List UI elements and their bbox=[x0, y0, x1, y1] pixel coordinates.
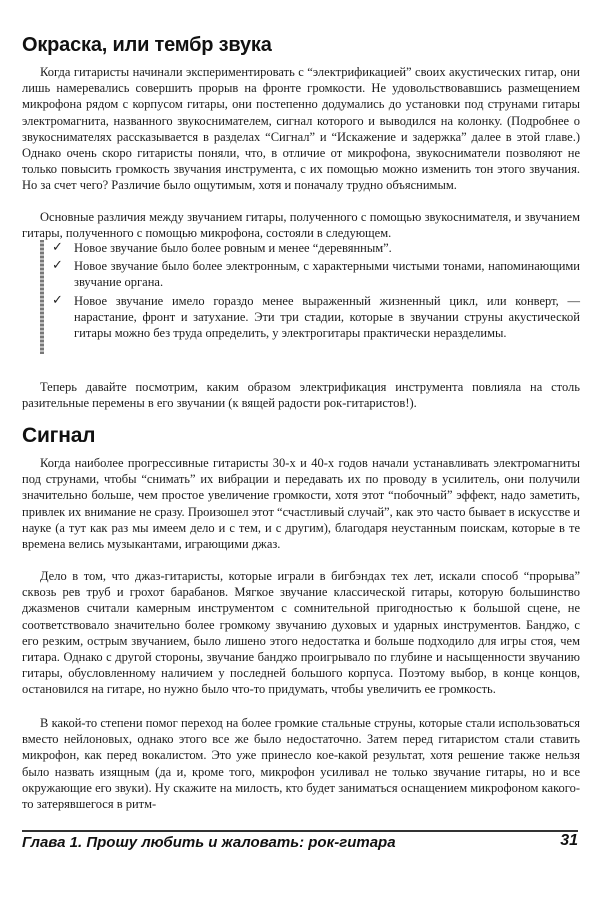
list-item-text: Новое звучание было более ровным и менее “деревянным”. bbox=[74, 241, 392, 255]
paragraph: Теперь давайте посмотрим, каким образом электрификация инструмента повлияла на столь разительные перемены в его звучании (к вящей радости рок-гитаристов!). bbox=[22, 380, 580, 411]
list-item bbox=[52, 240, 580, 256]
list-item-text: Новое звучание имело гораздо менее выраженный жизненный цикл, или конверт, — нарастание, фронт и затухание. Эти три стадии, которые в звучании струны акустической гитары можно без труда определить, у электрогитары практически неразделимы. bbox=[74, 293, 580, 341]
section-heading: Окраска, или тембр звука bbox=[22, 34, 272, 56]
running-footer-title: Глава 1. Прошу любить и жаловать: рок-гитара bbox=[22, 834, 396, 851]
list-item-text: Новое звучание было более электронным, с характерными чистыми тонами, напоминающими звучание органа. bbox=[74, 259, 580, 290]
paragraph: Основные различия между звучанием гитары, полученного с помощью звукоснимателя, и звучанием гитары, полученного с помощью микрофона, состояли в следующем. bbox=[22, 210, 580, 241]
list-item bbox=[52, 293, 580, 342]
list-margin-bar bbox=[40, 240, 44, 354]
checkmark-icon: ✓ bbox=[52, 240, 63, 255]
list-item bbox=[52, 258, 580, 290]
checkmark-icon: ✓ bbox=[52, 258, 63, 274]
paragraph: В какой-то степени помог переход на более громкие стальные струны, которые стали использоваться вместо нейлоновых, однако этого все же было недостаточно. Затем перед гитаристом стали ставить микрофон, как перед вокалистом. Это уже принесло кое-какой результат, хотя решение также нельзя было назвать изящным (да и, кроме того, микрофон усиливал не только звучание гитары, но и все окружающие его звуки). Ну скажите на милость, кто будет заниматься оснащением микрофоном какого-то затерявшегося в ритм- bbox=[22, 716, 580, 812]
paragraph: Когда гитаристы начинали экспериментировать с “электрификацией” своих акустических гитар, они лишь намеревались совершить прорыв на фронте громкости. Не удовольствовавшись размещением микрофона рядом с корпусом гитары, они постепенно додумались до установки под струнами гитары электромагнита, названного звукоснимателем, сигнал которого и выводился на колонку. (Подробнее о звукоснимателях рассказывается в разделах “Сигнал” и “Искажение и задержка” далее в этой главе.) Однако очень скоро гитаристы поняли, что, в отличие от микрофона, звукосниматели позволяют не только повысить громкость звучания инструмента, с их помощью можно изменить тон этого звучания. Но за счет чего? Различие было ощутимым, хотя и поначалу трудно объяснимым. bbox=[22, 65, 580, 193]
footer-divider bbox=[22, 830, 578, 832]
paragraph: Дело в том, что джаз-гитаристы, которые играли в бигбэндах тех лет, искали способ “прорыва” сквозь рев труб и грохот барабанов. Мягкое звучание классической гитары, которую большинство джазменов считали камерным инструментом с сомнительной пригодностью к большой сцене, не соответствовало значительно более громкому звучанию духовых и ударных инструментов. Банджо, с его резким, острым звучанием, было лишено этого недостатка и больше подходило для игры стоя, чем гитара. Однако с другой стороны, звучание банджо проигрывало по глубине и насыщенности звучанию гитары, обусловленному наличием у последней большого корпуса. Поэтому выбор, в конце концов, остановился на гитаре, но нужно было что-то придумать, чтобы увеличить ее громкость. bbox=[22, 569, 580, 697]
paragraph: Когда наиболее прогрессивные гитаристы 30-х и 40-х годов начали устанавливать электромагниты под струнами, чтобы “снимать” их вибрации и передавать их по проводу в усилитель, они получили значительно больше, чем простое увеличение громкости, хотя этот “побочный” эффект, надо заметить, привлек их внимание не сразу. Произошел этот “счастливый случай”, как это часто бывает в искусстве и науке (а тут как раз мы имеем дело и с тем, и с другим), благодаря неустанным поискам, которые в те времена велись музыкантами, играющими джаз. bbox=[22, 456, 580, 552]
bullet-list bbox=[52, 240, 580, 343]
page-number: 31 bbox=[560, 832, 578, 849]
checkmark-icon: ✓ bbox=[52, 292, 63, 308]
section-heading: Сигнал bbox=[22, 424, 96, 447]
